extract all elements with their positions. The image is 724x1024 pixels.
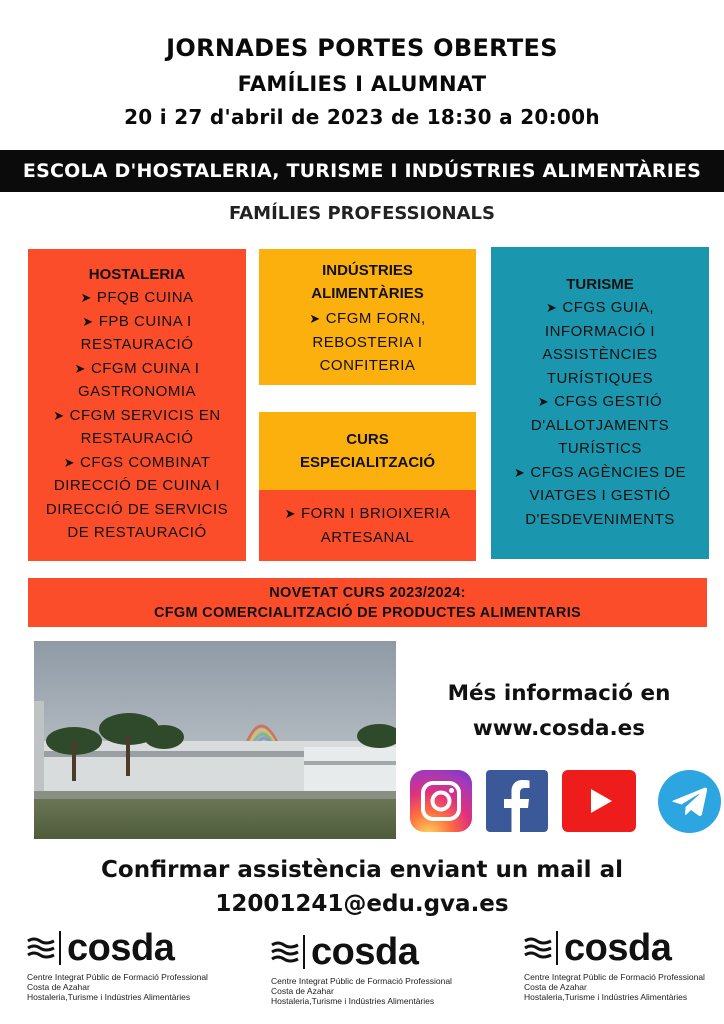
arrow-icon: ➤ bbox=[82, 313, 94, 329]
novetat-line2: CFGM COMERCIALITZACIÓ DE PRODUCTES ALIMENTARIS bbox=[153, 605, 582, 621]
event-title: JORNADES PORTES OBERTES bbox=[166, 34, 558, 62]
curs-items-box bbox=[259, 490, 476, 561]
industries-title: INDÚSTRIES ALIMENTÀRIES bbox=[311, 262, 424, 302]
arrow-icon: ➤ bbox=[74, 360, 86, 376]
hostaleria-box bbox=[28, 249, 246, 561]
cosda-logo bbox=[524, 928, 714, 1002]
arrow-icon: ➤ bbox=[545, 300, 558, 315]
industries-box bbox=[259, 249, 476, 385]
cosda-logo bbox=[271, 932, 461, 1006]
turisme-title: TURISME bbox=[566, 276, 634, 293]
arrow-icon: ➤ bbox=[514, 464, 526, 480]
curs-title: CURS ESPECIALITZACIÓ bbox=[299, 431, 435, 471]
turisme-item: ➤ CFGS GESTIÓ D'ALLOTJAMENTS TURÍSTICS bbox=[530, 393, 670, 457]
website-link[interactable]: www.cosda.es bbox=[472, 716, 646, 741]
hostaleria-title: HOSTALERIA bbox=[88, 266, 186, 283]
turisme-item: ➤ CFGS AGÈNCIES DE VIATGES I GESTIÓ D'ESDEVENIMENTS bbox=[514, 463, 686, 528]
curs-title-box bbox=[259, 412, 476, 490]
event-date: 20 i 27 d'abril de 2023 de 18:30 a 20:00h bbox=[124, 105, 600, 129]
waves-icon bbox=[27, 936, 55, 960]
youtube-icon[interactable] bbox=[562, 770, 636, 832]
contact-email[interactable]: 12001241@edu.gva.es bbox=[215, 891, 509, 917]
audience-subtitle: FAMÍLIES I ALUMNAT bbox=[237, 72, 487, 96]
turisme-box bbox=[491, 247, 709, 559]
facebook-icon[interactable] bbox=[486, 770, 548, 832]
hostaleria-item: ➤ FPB CUINA I RESTAURACIÓ bbox=[80, 312, 194, 353]
logo-line: Hostaleria,Turisme i Indústries Alimentàries bbox=[27, 992, 191, 1002]
logo-line: Centre Integrat Públic de Formació Professional bbox=[524, 972, 705, 982]
arrow-icon: ➤ bbox=[80, 290, 92, 305]
arrow-icon: ➤ bbox=[309, 311, 321, 326]
curs-item: ➤ FORN I BRIOIXERIA ARTESANAL bbox=[284, 505, 451, 546]
instagram-icon[interactable] bbox=[410, 770, 472, 832]
cosda-logo bbox=[27, 928, 217, 1002]
campus-photo-image bbox=[34, 641, 396, 839]
more-info bbox=[414, 676, 704, 746]
school-name: ESCOLA D'HOSTALERIA, TURISME I INDÚSTRIES ALIMENTÀRIES bbox=[22, 160, 702, 182]
hostaleria-item: ➤ CFGM CUINA I GASTRONOMIA bbox=[74, 359, 200, 400]
arrow-icon: ➤ bbox=[537, 394, 550, 409]
waves-icon bbox=[271, 940, 299, 964]
telegram-icon[interactable] bbox=[658, 770, 721, 833]
hostaleria-item: ➤ CFGM SERVICIS EN RESTAURACIÓ bbox=[53, 406, 221, 447]
novetat-line1: NOVETAT CURS 2023/2024: bbox=[269, 585, 466, 601]
hostaleria-item: ➤ PFQB CUINA bbox=[80, 289, 194, 306]
campus-photo bbox=[34, 641, 396, 839]
logo-line: Hostaleria,Turisme i Indústries Alimentàries bbox=[271, 996, 435, 1006]
logo-line: Centre Integrat Públic de Formació Professional bbox=[27, 972, 208, 982]
logo-line: Costa de Azahar bbox=[524, 982, 587, 992]
logo-line: Costa de Azahar bbox=[27, 982, 90, 992]
logo-line: Costa de Azahar bbox=[271, 986, 334, 996]
hostaleria-item: ➤ CFGS COMBINAT DIRECCIÓ DE CUINA I DIRECCIÓ DE SERVICIS DE RESTAURACIÓ bbox=[45, 453, 229, 541]
waves-icon bbox=[524, 936, 552, 960]
confirm-text: Confirmar assistència enviant un mail al bbox=[101, 857, 623, 883]
arrow-icon: ➤ bbox=[284, 506, 297, 521]
families-heading: FAMÍLIES PROFESSIONALS bbox=[229, 203, 495, 224]
arrow-icon: ➤ bbox=[63, 454, 75, 470]
logo-line: Hostaleria,Turisme i Indústries Alimentàries bbox=[524, 992, 688, 1002]
logo-name: cosda bbox=[311, 931, 419, 973]
logo-line: Centre Integrat Públic de Formació Professional bbox=[271, 976, 452, 986]
novetat-banner bbox=[28, 578, 707, 627]
turisme-item: ➤ CFGS GUIA, INFORMACIÓ I ASSISTÈNCIES TURÍSTIQUES bbox=[542, 299, 658, 387]
industries-item: ➤ CFGM FORN, REBOSTERIA I CONFITERIA bbox=[309, 310, 426, 374]
arrow-icon: ➤ bbox=[53, 407, 65, 423]
logo-name: cosda bbox=[67, 927, 175, 969]
school-name-bar bbox=[0, 150, 724, 192]
confirm-attendance bbox=[0, 853, 724, 921]
logo-name: cosda bbox=[564, 927, 672, 969]
more-info-label: Més informació en bbox=[447, 681, 671, 706]
